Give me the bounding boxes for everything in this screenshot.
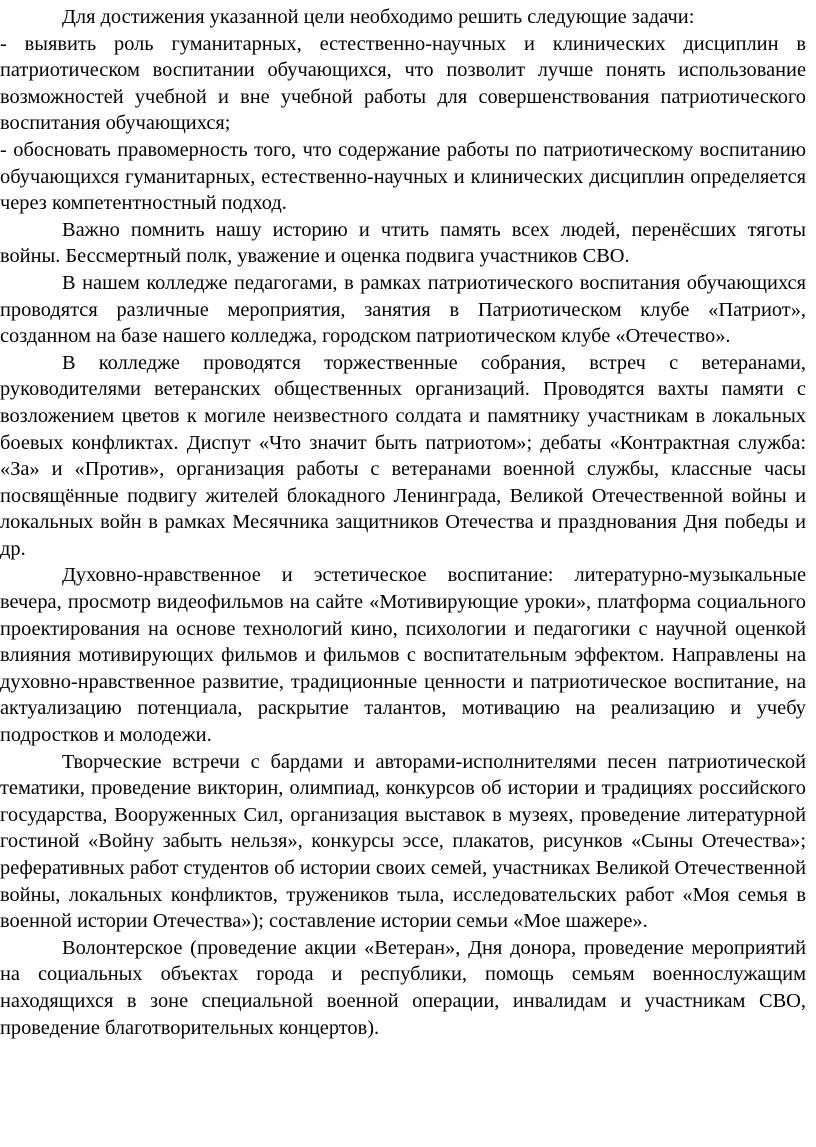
paragraph-tasks-intro: Для достижения указанной цели необходимо решить следующие задачи: (62, 6, 695, 28)
paragraph-history-memory: Важно помнить нашу историю и чтить память всех людей, перенёсших тяготы войны. Бессмертный полк, уважение и оценка подвига участников СВО. (0, 218, 806, 268)
paragraph-creative-meetings: Творческие встречи с бардами и авторами-исполнителями песен патриотической тематики, проведение викторин, олимпиад, конкурсов об истории и традициях российского государства, Вооруженных Сил, организация выставок в музеях, проведение литературной гостиной «Войну забыть нельзя», конкурсы эссе, плакатов, рисунков «Сыны Отечества»; реферативных работ студентов об истории своих семей, участниках Великой Отечественной войны, локальных конфликтов, тружеников тыла, исследовательских работ «Моя семья в военной истории Отечества»); составление истории семьи «Мое шажере». (0, 750, 806, 933)
paragraph-college-events: В нашем колледже педагогами, в рамках патриотического воспитания обучающихся проводятся различные мероприятия, занятия в Патриотическом клубе «Патриот», созданном на базе нашего колледжа, городском патриотическом клубе «Отечество». (0, 271, 806, 348)
paragraph-ceremonies: В колледже проводятся торжественные собрания, встреч с ветеранами, руководителями ветеранских общественных организаций. Проводятся вахты памяти с возложением цветов к могиле неизвестного солдата и памятнику участникам в локальных боевых конфликтах. Диспут «Что значит быть патриотом»; дебаты «Контрактная служба: «За» и «Против», организация работы с ветеранами военной службы, классные часы посвящённые подвигу жителей блокадного Ленинграда, Великой Отечественной войны и локальных войн в рамках Месячника защитников Отечества и празднования Дня победы и др. (0, 351, 806, 560)
paragraph-task-2: - обосновать правомерность того, что содержание работы по патриотическому воспитанию обучающихся гуманитарных, естественно-научных и клинических дисциплин определяется через компетентностный подход. (0, 138, 806, 215)
paragraph-task-1: - выявить роль гуманитарных, естественно-научных и клинических дисциплин в патриотическом воспитании обучающихся, что позволит лучше понять использование возможностей учебной и вне учебной работы для совершенствования патриотического воспитания обучающихся; (0, 32, 806, 135)
paragraph-volunteer: Волонтерское (проведение акции «Ветеран», Дня донора, проведение мероприятий на социальных объектах города и республики, помощь семьям военнослужащим находящихся в зоне специальной военной операции, инвалидам и участникам СВО, проведение благотворительных концертов). (0, 936, 806, 1039)
paragraph-spiritual-education: Духовно-нравственное и эстетическое воспитание: литературно-музыкальные вечера, просмотр видеофильмов на сайте «Мотивирующие уроки», платформа социального проектирования на основе технологий кино, психологии и педагогики с научной оценкой влияния мотивирующих фильмов и фильмов с воспитательным эффектом. Направлены на духовно-нравственное развитие, традиционные ценности и патриотическое воспитание, на актуализацию потенциала, раскрытие талантов, мотивацию на реализацию и учебу подростков и молодежи. (0, 564, 806, 747)
